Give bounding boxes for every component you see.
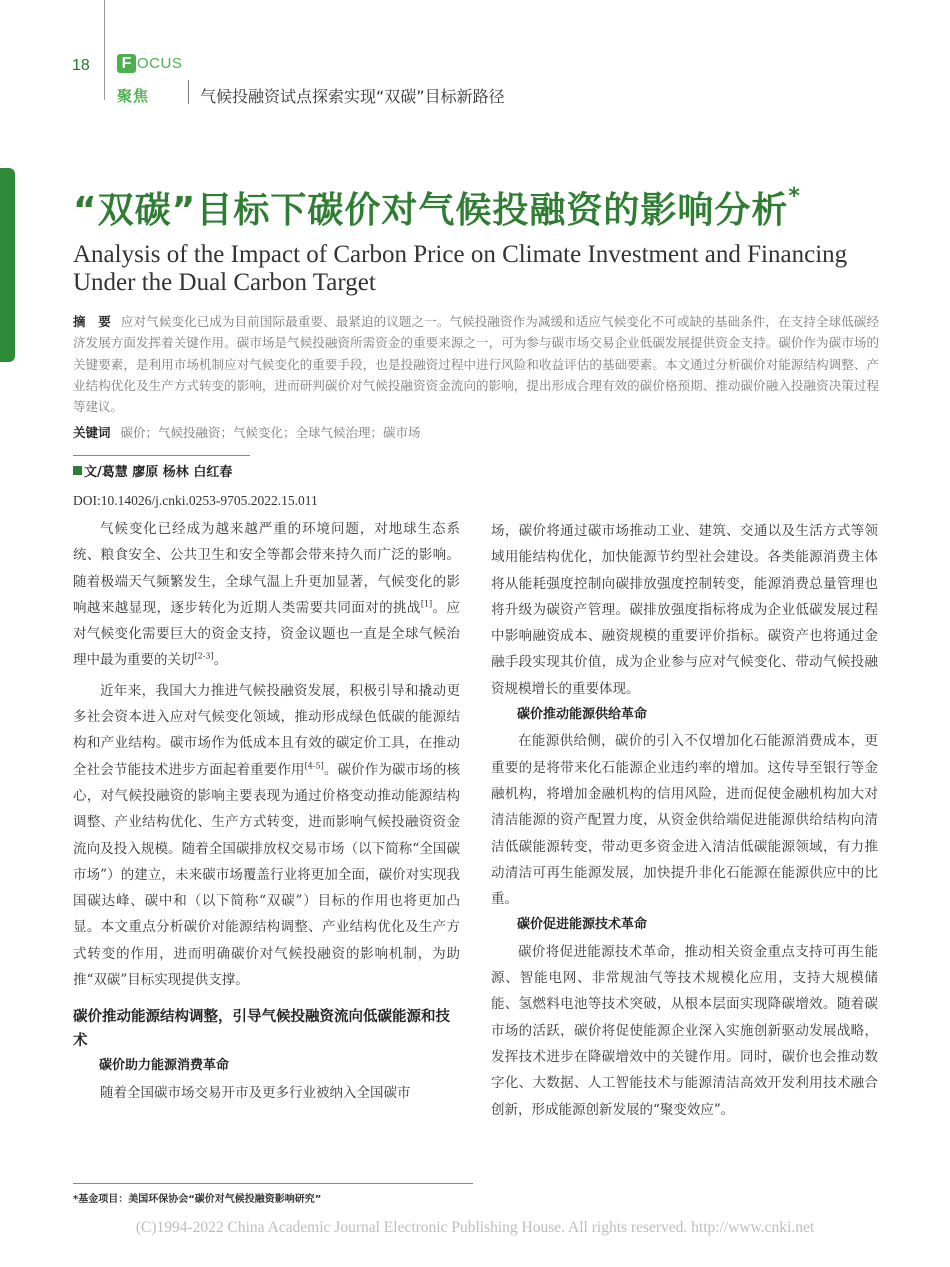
side-tab-marker (0, 168, 15, 362)
paragraph-text: 近年来，我国大力推进气候投融资发展，积极引导和撬动更多社会资本进入应对气候变化领域，推动形成绿色低碳的能源结构和产业结构。碳市场作为低成本且有效的碳定价工具，在推动全社会节能技术进步方面起着重要作用 (73, 682, 460, 778)
article-title-en: Analysis of the Impact of Carbon Price on Climate Investment and Financing Under the Dual Carbon Target (73, 241, 848, 296)
author-square-icon (73, 466, 82, 475)
paragraph: 碳价将促进能源技术革命，推动相关资金重点支持可再生能源、智能电网、非常规油气等技术规模化应用，支持大规模储能、氢燃料电池等技术突破，从根本层面实现降碳增效。随着碳市场的活跃，碳价将促使能源企业深入实施创新驱动发展战略，发挥技术进步在降碳增效中的关键作用。同时，碳价也会推动数字化、大数据、人工智能技术与能源清洁高效开发利用技术融合创新，形成能源创新发展的“聚变效应”。 (491, 943, 878, 1118)
citation-ref[interactable]: [2-3] (194, 651, 214, 661)
citation-ref[interactable]: [4-5] (304, 761, 324, 771)
subsection-heading: 碳价推动能源供给革命 (517, 707, 648, 723)
copyright-watermark: (C)1994-2022 China Academic Journal Electronic Publishing House. All rights reserved. http://www.cnki.net (135, 1219, 815, 1236)
keywords-text: 碳价；气候投融资；气候变化；全球气候治理；碳市场 (120, 425, 421, 440)
abstract-text: 应对气候变化已成为目前国际最重要、最紧迫的议题之一。气候投融资作为减缓和适应气候变化不可或缺的基础条件，在支持全球低碳经济发展方面发挥着关键作用。碳市场是气候投融资所需资金的重要来源之一，可为参与碳市场交易企业低碳发展提供资金支持。碳价作为碳市场的关键要素，是利用市场机制应对气候变化的重要手段，也是投融资过程中进行风险和收益评估的基础要素。本文通过分析碳价对能源结构调整、产业结构优化及生产方式转变的影响，进而研判碳价对气候投融资资金流向的影响，提出形成合理有效的碳价格预期、推动碳价融入投融资决策过程等建议。 (73, 314, 879, 415)
footnote-rule (73, 1183, 473, 1184)
authors-text: 文/葛慧 廖原 杨林 白红春 (84, 465, 233, 480)
doi: DOI:10.14026/j.cnki.0253-9705.2022.15.011 (73, 493, 318, 508)
paragraph: 随着全国碳市场交易开市及更多行业被纳入全国碳市 (100, 1084, 411, 1101)
title-text: “双碳”目标下碳价对气候投融资的影响分析 (73, 190, 789, 231)
paragraph (73, 678, 460, 994)
section-label-cn: 聚焦 (117, 87, 150, 105)
body-left-column (73, 516, 460, 1106)
paragraph-text: 。 (213, 652, 228, 669)
keywords-label: 关键词 (73, 425, 111, 440)
subsection-heading: 碳价促进能源技术革命 (517, 917, 648, 933)
focus-logo (117, 54, 182, 73)
running-title: 气候投融资试点探索实现“双碳”目标新路径 (200, 87, 505, 106)
section-heading: 碳价推动能源结构调整，引导气候投融资流向低碳能源和技术 (73, 1009, 450, 1050)
abstract-label: 摘 要 (73, 314, 111, 329)
abstract (73, 311, 879, 417)
author-rule (73, 455, 250, 456)
paragraph (73, 516, 460, 674)
paragraph-text: 气候变化已经成为越来越严重的环境问题，对地球生态系统、粮食安全、公共卫生和安全等都会带来持久而广泛的影响。随着极端天气频繁发生，全球气温上升更加显著，气候变化的影响越来越显现，逐步转化为近期人类需要共同面对的挑战 (73, 521, 460, 616)
subsection-heading: 碳价助力能源消费革命 (99, 1058, 230, 1074)
citation-ref[interactable]: [1] (420, 599, 433, 609)
paragraph: 在能源供给侧，碳价的引入不仅增加化石能源消费成本，更重要的是将带来化石能源企业违约率的增加。这传导至银行等金融机构，将增加金融机构的信用风险，进而促使金融机构加大对清洁能源的资产配置力度，从资金供给端促进能源供给结构向清洁低碳能源转变，带动更多资金进入清洁低碳能源领域，有力推动清洁可再生能源发展，加快提升非化石能源在能源供应中的比重。 (491, 733, 878, 908)
article-title-cn (73, 182, 801, 233)
paragraph-text: 。应对气候变化需要巨大的资金支持，资金议题也一直是全球气候治理中最为重要的关切 (73, 599, 461, 669)
author-line (73, 461, 232, 480)
paragraph: 场，碳价将通过碳市场推动工业、建筑、交通以及生活方式等领域用能结构优化，加快能源节约型社会建设。各类能源消费主体将从能耗强度控制向碳排放强度控制转变，能源消费总量管理也将升级为碳资产管理。碳排放强度指标将成为企业低碳发展过程中影响融资成本、融资规模的重要评价指标。碳资产也将通过金融手段实现其价值，成为企业参与应对气候变化、带动气候投融资规模增长的重要体现。 (491, 523, 878, 697)
header-vertical-rule (104, 0, 105, 100)
footnote: *基金项目：美国环保协会“碳价对气候投融资影响研究” (73, 1194, 322, 1205)
focus-logo-text: OCUS (137, 55, 183, 72)
keywords (73, 423, 421, 441)
page-number: 18 (72, 57, 90, 74)
body-right-column (491, 518, 878, 1123)
header-divider (188, 80, 189, 104)
paragraph-text: 。碳价作为碳市场的核心，对气候投融资的影响主要表现为通过价格变动推动能源结构调整、产业结构优化、生产方式转变，进而影响气候投融资资金流向及投入规模。随着全国碳排放权交易市场（以下简称“全国碳市场”）的建立，未来碳市场覆盖行业将更加全面，碳价对实现我国碳达峰、碳中和（以下简称“双碳”）目标的作用也将更加凸显。本文重点分析碳价对能源结构调整、产业结构优化及生产方式转变的作用，进而明确碳价对气候投融资的影响机制，为助推“双碳”目标实现提供支撑。 (73, 761, 460, 989)
focus-logo-letter: F (117, 54, 136, 73)
title-footnote-mark: * (788, 184, 801, 209)
